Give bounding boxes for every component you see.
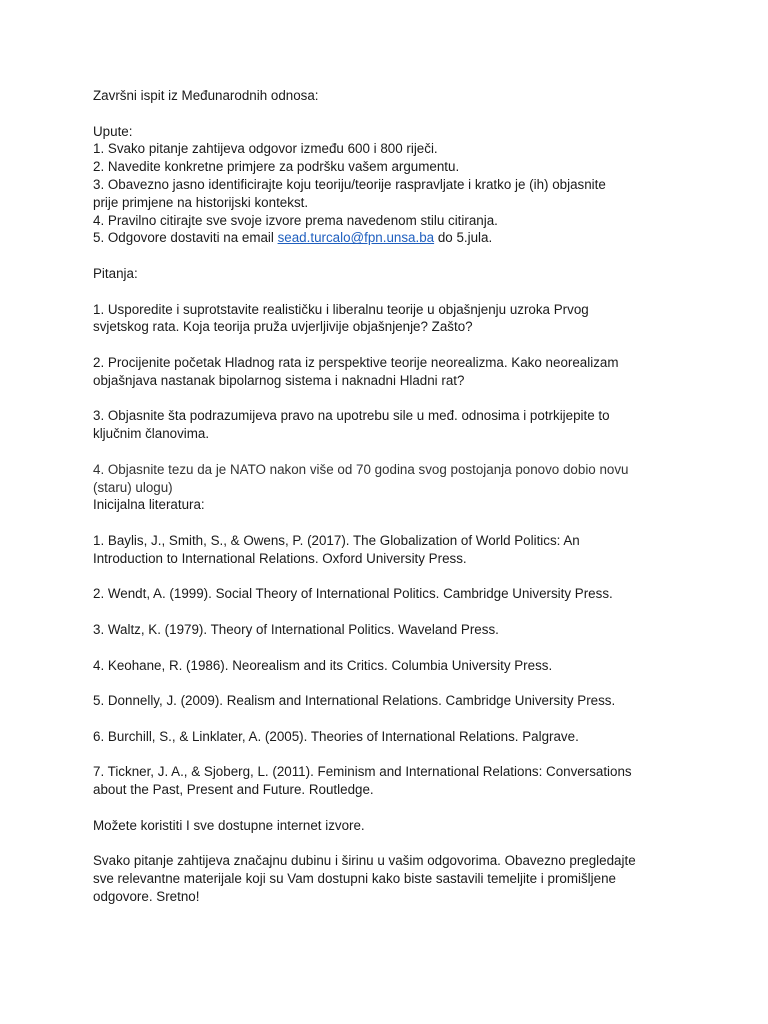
question-1: 1. Usporedite i suprotstavite realističku i liberalnu teorije u objašnjenju uzroka Prvog	[93, 301, 589, 317]
document-body	[93, 87, 668, 906]
literature-item: 4. Keohane, R. (1986). Neorealism and its Critics. Columbia University Press.	[93, 657, 553, 673]
internet-sources-note: Možete koristiti I sve dostupne internet izvore.	[93, 817, 365, 833]
literature-item: 5. Donnelly, J. (2009). Realism and International Relations. Cambridge University Press.	[93, 693, 616, 709]
email-link[interactable]: sead.turcalo@fpn.unsa.ba	[277, 230, 435, 246]
questions-heading: Pitanja:	[93, 265, 138, 281]
question-4-continued: (staru) ulogu)	[93, 479, 173, 495]
literature-heading: Inicijalna literatura:	[93, 497, 205, 513]
instruction-item: 2. Navedite konkretne primjere za podršku vašem argumentu.	[93, 159, 460, 175]
exam-title: Završni ispit iz Međunarodnih odnosa:	[93, 88, 319, 103]
literature-item: 2. Wendt, A. (1999). Social Theory of International Politics. Cambridge University Press.	[93, 586, 613, 602]
instructions-heading: Upute:	[93, 123, 133, 139]
closing-paragraph-continued: sve relevantne materijale koji su Vam dostupni kako biste sastavili temeljite i promišljene	[93, 871, 616, 887]
literature-item: 7. Tickner, J. A., & Sjoberg, L. (2011). Feminism and International Relations: Conversations	[93, 764, 632, 780]
question-4: 4. Objasnite tezu da je NATO nakon više od 70 godina svog postojanja ponovo dobio novu	[93, 461, 629, 477]
literature-item-continued: Introduction to International Relations. Oxford University Press.	[93, 550, 467, 566]
literature-item-continued: about the Past, Present and Future. Routledge.	[93, 782, 374, 798]
question-3: 3. Objasnite šta podrazumijeva pravo na upotrebu sile u međ. odnosima i potrkijepite to	[93, 408, 610, 424]
closing-paragraph: Svako pitanje zahtijeva značajnu dubinu i širinu u vašim odgovorima. Obavezno pregledajte	[93, 853, 636, 869]
question-1-continued: svjetskog rata. Koja teorija pruža uvjerljivije objašnjenje? Zašto?	[93, 319, 473, 335]
question-2: 2. Procijenite početak Hladnog rata iz perspektive teorije neorealizma. Kako neorealizam	[93, 354, 619, 370]
instruction-item-email	[93, 229, 668, 247]
literature-item: 6. Burchill, S., & Linklater, A. (2005). Theories of International Relations. Palgrave.	[93, 728, 579, 744]
literature-item: 3. Waltz, K. (1979). Theory of International Politics. Waveland Press.	[93, 621, 499, 637]
instruction-item: 4. Pravilno citirajte sve svoje izvore prema navedenom stilu citiranja.	[93, 212, 498, 228]
instruction-item-continued: prije primjene na historijski kontekst.	[93, 194, 309, 210]
instruction-item: 1. Svako pitanje zahtijeva odgovor između 600 i 800 riječi.	[93, 141, 438, 157]
literature-item: 1. Baylis, J., Smith, S., & Owens, P. (2017). The Globalization of World Politics: An	[93, 532, 580, 548]
question-3-continued: ključnim članovima.	[93, 426, 210, 442]
instruction-item: 3. Obavezno jasno identificirajte koju teoriju/teorije raspravljate i kratko je (ih) objasnite	[93, 176, 606, 192]
question-2-continued: objašnjava nastanak bipolarnog sistema i naknadni Hladni rat?	[93, 372, 465, 388]
closing-paragraph-continued: odgovore. Sretno!	[93, 888, 200, 904]
instruction-item-prefix: 5. Odgovore dostaviti na email	[93, 230, 278, 246]
instruction-item-suffix: do 5.jula.	[434, 230, 493, 246]
